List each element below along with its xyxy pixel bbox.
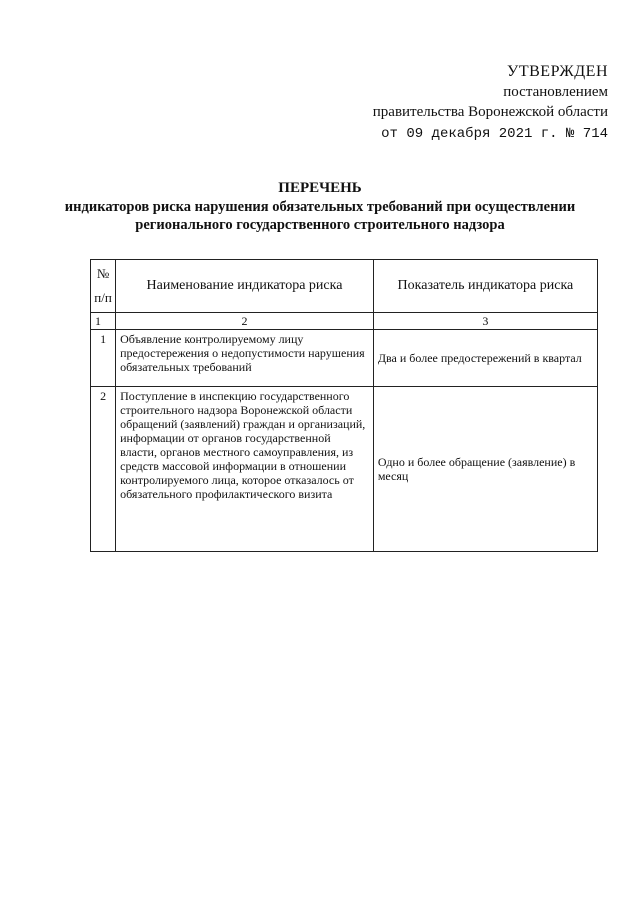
header-indicator: Показатель индикатора риска: [373, 260, 597, 313]
document-subtitle: индикаторов риска нарушения обязательных требований при осуществлении регионального государственного строительного надзора: [64, 199, 576, 233]
document-title-block: [0, 178, 640, 234]
table-row: [91, 387, 598, 552]
header-number: № п/п: [91, 260, 116, 313]
indicator-value: Одно и более обращение (заявление) в месяц: [373, 387, 597, 552]
table-header-row: [91, 260, 598, 313]
column-number-1: 1: [91, 313, 116, 330]
approval-stamp: [373, 62, 608, 144]
header-name: Наименование индикатора риска: [116, 260, 374, 313]
indicator-value: Два и более предостережений в квартал: [373, 330, 597, 387]
column-number-2: 2: [116, 313, 374, 330]
approval-date: от 09 декабря 2021 г. № 714: [381, 126, 608, 142]
indicator-name: Объявление контролируемому лицу предостережения о недопустимости нарушения обязательных требований: [116, 330, 374, 387]
column-number-row: [91, 313, 598, 330]
document-title: ПЕРЕЧЕНЬ: [278, 180, 362, 196]
risk-indicators-table: [90, 259, 598, 552]
approval-heading: УТВЕРЖДЕН: [507, 63, 608, 80]
table-row: [91, 330, 598, 387]
approval-line-2: правительства Воронежской области: [372, 104, 608, 120]
approval-line-1: постановлением: [503, 84, 608, 100]
indicator-name: Поступление в инспекцию государственного строительного надзора Воронежской области обращений (заявлений) граждан и организаций, информации от органов государственной власти, органов местного самоуправления, из средств массовой информации в отношении контролируемого лица, которое отказалось от обязательного профилактического визита: [116, 387, 374, 552]
column-number-3: 3: [373, 313, 597, 330]
row-number: 2: [91, 387, 116, 552]
row-number: 1: [91, 330, 116, 387]
